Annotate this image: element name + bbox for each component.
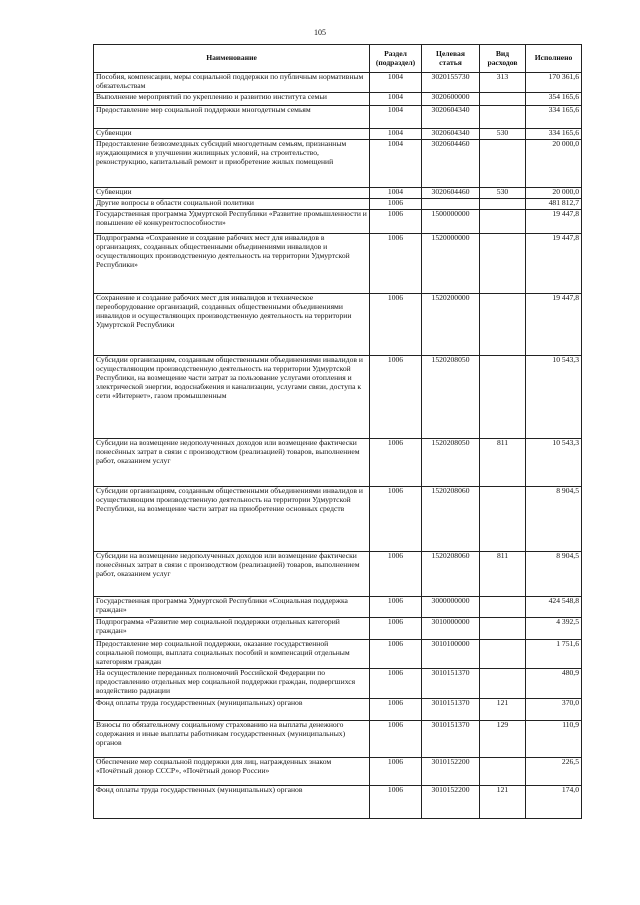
cell-type [480, 356, 526, 439]
cell-target: 1520208050 [422, 356, 480, 439]
cell-name: Субвенции [94, 188, 370, 199]
cell-section: 1006 [370, 721, 422, 758]
cell-section: 1004 [370, 93, 422, 106]
cell-type: 811 [480, 552, 526, 597]
cell-section: 1006 [370, 294, 422, 356]
cell-executed: 370,0 [526, 699, 582, 721]
cell-target: 3010000000 [422, 618, 480, 640]
cell-name: Пособия, компенсации, меры социальной поддержки по публичным нормативным обязательствам [94, 73, 370, 93]
header-section: Раздел (подраздел) [370, 45, 422, 73]
cell-executed: 20 000,0 [526, 188, 582, 199]
cell-name: Предоставление мер социальной поддержки, оказание государственной социальной помощи, выплата социальных пособий и компенсаций отдельным категориям граждан [94, 640, 370, 669]
cell-type [480, 669, 526, 699]
page-number: 105 [314, 28, 326, 37]
cell-name: Предоставление безвозмездных субсидий многодетным семьям, признанным нуждающимися в улучшении жилищных условий, на строительство, реконструкцию, капитальный ремонт и приобретение жилых помещений [94, 140, 370, 188]
cell-type [480, 140, 526, 188]
cell-type [480, 199, 526, 210]
cell-type [480, 234, 526, 294]
cell-name: Подпрограмма «Сохранение и создание рабочих мест для инвалидов в организациях, созданных общественными объединениями инвалидов и осуществляющих производственную деятельность на территории Удмуртской Республики» [94, 234, 370, 294]
cell-target: 3010152200 [422, 758, 480, 786]
cell-executed: 19 447,8 [526, 294, 582, 356]
cell-name: Другие вопросы в области социальной политики [94, 199, 370, 210]
cell-section: 1006 [370, 640, 422, 669]
cell-type: 121 [480, 786, 526, 819]
cell-name: Обеспечение мер социальной поддержки для лиц, награжденных знаком «Почётный донор СССР», «Почётный донор России» [94, 758, 370, 786]
cell-name: Субсидии на возмещение недополученных доходов или возмещение фактически понесённых затрат в связи с производством (реализацией) товаров, выполнением работ, оказанием услуг [94, 552, 370, 597]
cell-name: На осуществление переданных полномочий Российской Федерации по предоставлению отдельных мер социальной поддержки граждан, подвергшихся воздействию радиации [94, 669, 370, 699]
cell-type: 121 [480, 699, 526, 721]
cell-executed: 19 447,8 [526, 234, 582, 294]
cell-name: Субсидии на возмещение недополученных доходов или возмещение фактически понесённых затрат в связи с производством (реализацией) товаров, выполнением работ, оказанием услуг [94, 439, 370, 487]
cell-section: 1006 [370, 618, 422, 640]
cell-name: Сохранение и создание рабочих мест для инвалидов и техническое переоборудование организаций, созданных общественными объединениями инвалидов и осуществляющих производственную деятельность на территории Удмуртской Республики [94, 294, 370, 356]
cell-executed: 10 543,3 [526, 439, 582, 487]
cell-section: 1004 [370, 188, 422, 199]
cell-name: Субвенции [94, 129, 370, 140]
cell-type [480, 487, 526, 552]
table-row [94, 487, 582, 552]
cell-name: Выполнение мероприятий по укреплению и развитию института семьи [94, 93, 370, 106]
cell-type [480, 597, 526, 618]
cell-target: 1520208060 [422, 552, 480, 597]
cell-section: 1004 [370, 73, 422, 93]
cell-target: 1520200000 [422, 294, 480, 356]
cell-executed: 20 000,0 [526, 140, 582, 188]
expenditure-table [93, 44, 582, 819]
table-row [94, 552, 582, 597]
cell-target: 3010151370 [422, 699, 480, 721]
cell-executed: 170 361,6 [526, 73, 582, 93]
header-target: Целевая статья [422, 45, 480, 73]
cell-section: 1004 [370, 140, 422, 188]
cell-executed: 334 165,6 [526, 129, 582, 140]
cell-executed: 110,9 [526, 721, 582, 758]
cell-name: Государственная программа Удмуртской Республики «Социальная поддержка граждан» [94, 597, 370, 618]
cell-section: 1006 [370, 699, 422, 721]
cell-name: Субсидии организациям, созданным общественными объединениями инвалидов и осуществляющим производственную деятельность на территории Удмуртской Республики, на возмещение части затрат за пользование услугами отопления и электрической энергии, водоснабжения и канализации, услугами связи, доступа к сети «Интернет», газом промышленным [94, 356, 370, 439]
table-row [94, 721, 582, 758]
cell-executed: 174,0 [526, 786, 582, 819]
cell-executed: 424 548,8 [526, 597, 582, 618]
cell-name: Взносы по обязательному социальному страхованию на выплаты денежного содержания и иные выплаты работникам государственных (муниципальных) органов [94, 721, 370, 758]
cell-executed: 10 543,3 [526, 356, 582, 439]
cell-executed: 354 165,6 [526, 93, 582, 106]
cell-target: 3020604460 [422, 140, 480, 188]
table-row [94, 93, 582, 106]
header-name: Наименование [94, 45, 370, 73]
cell-target: 3020604340 [422, 106, 480, 129]
table-row [94, 199, 582, 210]
table-row [94, 210, 582, 234]
table-body [94, 73, 582, 819]
cell-executed: 19 447,8 [526, 210, 582, 234]
cell-type: 313 [480, 73, 526, 93]
table-row [94, 188, 582, 199]
cell-type [480, 93, 526, 106]
cell-type [480, 294, 526, 356]
table-row [94, 439, 582, 487]
cell-section: 1006 [370, 439, 422, 487]
cell-section: 1006 [370, 210, 422, 234]
cell-section: 1006 [370, 199, 422, 210]
cell-target: 3000000000 [422, 597, 480, 618]
cell-executed: 481 812,7 [526, 199, 582, 210]
cell-target: 1520000000 [422, 234, 480, 294]
cell-executed: 4 392,5 [526, 618, 582, 640]
cell-target: 3010151370 [422, 721, 480, 758]
cell-section: 1004 [370, 129, 422, 140]
cell-type: 530 [480, 188, 526, 199]
cell-section: 1006 [370, 487, 422, 552]
cell-executed: 8 904,5 [526, 552, 582, 597]
cell-target: 3020600000 [422, 93, 480, 106]
cell-section: 1006 [370, 786, 422, 819]
cell-target: 3020604340 [422, 129, 480, 140]
table-row [94, 758, 582, 786]
cell-type [480, 640, 526, 669]
cell-name: Подпрограмма «Развитие мер социальной поддержки отдельных категорий граждан» [94, 618, 370, 640]
cell-executed: 8 904,5 [526, 487, 582, 552]
cell-type [480, 758, 526, 786]
cell-section: 1006 [370, 356, 422, 439]
header-type: Вид расходов [480, 45, 526, 73]
table-row [94, 356, 582, 439]
table-row [94, 129, 582, 140]
cell-target: 3010151370 [422, 669, 480, 699]
table-row [94, 669, 582, 699]
cell-section: 1006 [370, 758, 422, 786]
table-row [94, 234, 582, 294]
header-executed: Исполнено [526, 45, 582, 73]
cell-type [480, 618, 526, 640]
cell-executed: 334 165,6 [526, 106, 582, 129]
cell-section: 1006 [370, 597, 422, 618]
cell-executed: 226,5 [526, 758, 582, 786]
cell-section: 1006 [370, 669, 422, 699]
cell-target: 3020604460 [422, 188, 480, 199]
table-row [94, 106, 582, 129]
table-row [94, 597, 582, 618]
cell-target: 1520208060 [422, 487, 480, 552]
cell-type: 129 [480, 721, 526, 758]
table-row [94, 786, 582, 819]
cell-target: 3020155730 [422, 73, 480, 93]
cell-type [480, 210, 526, 234]
cell-executed: 1 751,6 [526, 640, 582, 669]
cell-section: 1006 [370, 552, 422, 597]
table-row [94, 73, 582, 93]
cell-section: 1004 [370, 106, 422, 129]
cell-type: 811 [480, 439, 526, 487]
table-row [94, 640, 582, 669]
cell-name: Государственная программа Удмуртской Республики «Развитие промышленности и повышение её конкурентоспособности» [94, 210, 370, 234]
cell-section: 1006 [370, 234, 422, 294]
cell-target: 1500000000 [422, 210, 480, 234]
table-row [94, 140, 582, 188]
cell-name: Субсидии организациям, созданным общественными объединениями инвалидов и осуществляющим производственную деятельность на территории Удмуртской Республики, на возмещение части затрат на приобретение основных средств [94, 487, 370, 552]
cell-name: Предоставление мер социальной поддержки многодетным семьям [94, 106, 370, 129]
cell-target [422, 199, 480, 210]
cell-target: 3010100000 [422, 640, 480, 669]
cell-name: Фонд оплаты труда государственных (муниципальных) органов [94, 699, 370, 721]
table-row [94, 618, 582, 640]
table-header-row [94, 45, 582, 73]
table-row [94, 294, 582, 356]
table-row [94, 699, 582, 721]
cell-name: Фонд оплаты труда государственных (муниципальных) органов [94, 786, 370, 819]
cell-executed: 480,9 [526, 669, 582, 699]
cell-type [480, 106, 526, 129]
cell-type: 530 [480, 129, 526, 140]
cell-target: 3010152200 [422, 786, 480, 819]
cell-target: 1520208050 [422, 439, 480, 487]
